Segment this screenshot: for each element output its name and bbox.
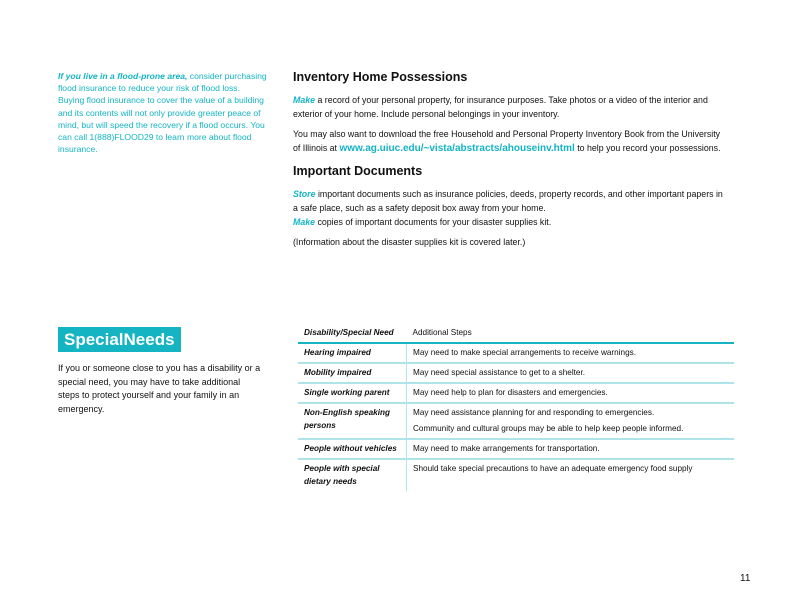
table-row: [298, 343, 734, 363]
documents-paragraph-1: [293, 187, 723, 215]
main-content: [293, 70, 723, 255]
table-row: [298, 439, 734, 459]
steps-cell: [407, 459, 735, 491]
steps-cell: [407, 383, 735, 403]
step-text: May need special assistance to get to a shelter.: [413, 368, 586, 377]
need-cell: Non-English speaking persons: [298, 403, 407, 439]
emphasis: Store: [293, 189, 316, 199]
page-number: 11: [740, 573, 751, 584]
table-header-row: [298, 324, 734, 343]
documents-paragraph-3: (Information about the disaster supplies kit is covered later.): [293, 237, 526, 247]
text: important documents such as insurance policies, deeds, property records, and other important papers in a safe place, such as a safety deposit box away from your home.: [293, 189, 723, 213]
text: copies of important documents for your disaster supplies kit.: [315, 217, 552, 227]
special-needs-text: If you or someone close to you has a disability or a special need, you may have to take additional steps to protect yourself and your family in an emergency.: [58, 363, 261, 414]
inventory-paragraph-1: [293, 93, 723, 121]
steps-cell: [407, 403, 735, 439]
step-text: May need to make arrangements for transportation.: [413, 444, 600, 453]
step-text: May need help to plan for disasters and emergencies.: [413, 388, 608, 397]
note-text: consider purchasing flood insurance to reduce your risk of flood loss. Buying flood insurance to cover the value of a building and its contents will not only provide greater peace of mind, but will speed the recovery if a flood occurs. You can call 1(888)FLOOD29 to learn more about flood insurance.: [58, 71, 267, 155]
special-needs-table: [298, 324, 734, 491]
table-row: [298, 403, 734, 439]
text: to help you record your possessions.: [574, 143, 721, 153]
inventory-paragraph-2: [293, 127, 723, 156]
text: a record of your personal property, for insurance purposes. Take photos or a video of the interior and exterior of your home. Include personal belongings in your inventory.: [293, 95, 708, 119]
need-cell: Single working parent: [298, 383, 407, 403]
step-text: May need to make special arrangements to receive warnings.: [413, 348, 636, 357]
need-cell: People with special dietary needs: [298, 459, 407, 491]
emphasis: Make: [293, 95, 316, 105]
header-need: Disability/Special Need: [304, 328, 394, 337]
step-text: Community and cultural groups may be able to help keep people informed.: [413, 424, 684, 433]
header-steps: Additional Steps: [412, 328, 472, 337]
step-text: May need assistance planning for and responding to emergencies.: [413, 408, 655, 417]
inventory-heading: Inventory Home Possessions: [293, 70, 468, 84]
documents-heading: Important Documents: [293, 164, 423, 178]
documents-paragraph-2: [293, 215, 723, 229]
emphasis: Make: [293, 217, 316, 227]
steps-cell: [407, 343, 735, 363]
table-row: [298, 459, 734, 491]
note-lead: If you live in a flood-prone area,: [58, 71, 188, 81]
table-row: [298, 383, 734, 403]
special-needs-title: SpecialNeeds: [58, 327, 181, 352]
steps-cell: [407, 363, 735, 383]
need-cell: Hearing impaired: [298, 343, 407, 363]
inventory-book-link[interactable]: www.ag.uiuc.edu/~vista/abstracts/ahouseinv.html: [339, 143, 575, 154]
steps-cell: [407, 439, 735, 459]
need-cell: People without vehicles: [298, 439, 407, 459]
table-row: [298, 363, 734, 383]
step-text: Should take special precautions to have an adequate emergency food supply: [413, 464, 693, 473]
need-cell: Mobility impaired: [298, 363, 407, 383]
text: You may also want to download the free Household and Personal Property Inventory Book from the University of Illinois at: [293, 129, 721, 153]
flood-insurance-note: [58, 70, 268, 155]
